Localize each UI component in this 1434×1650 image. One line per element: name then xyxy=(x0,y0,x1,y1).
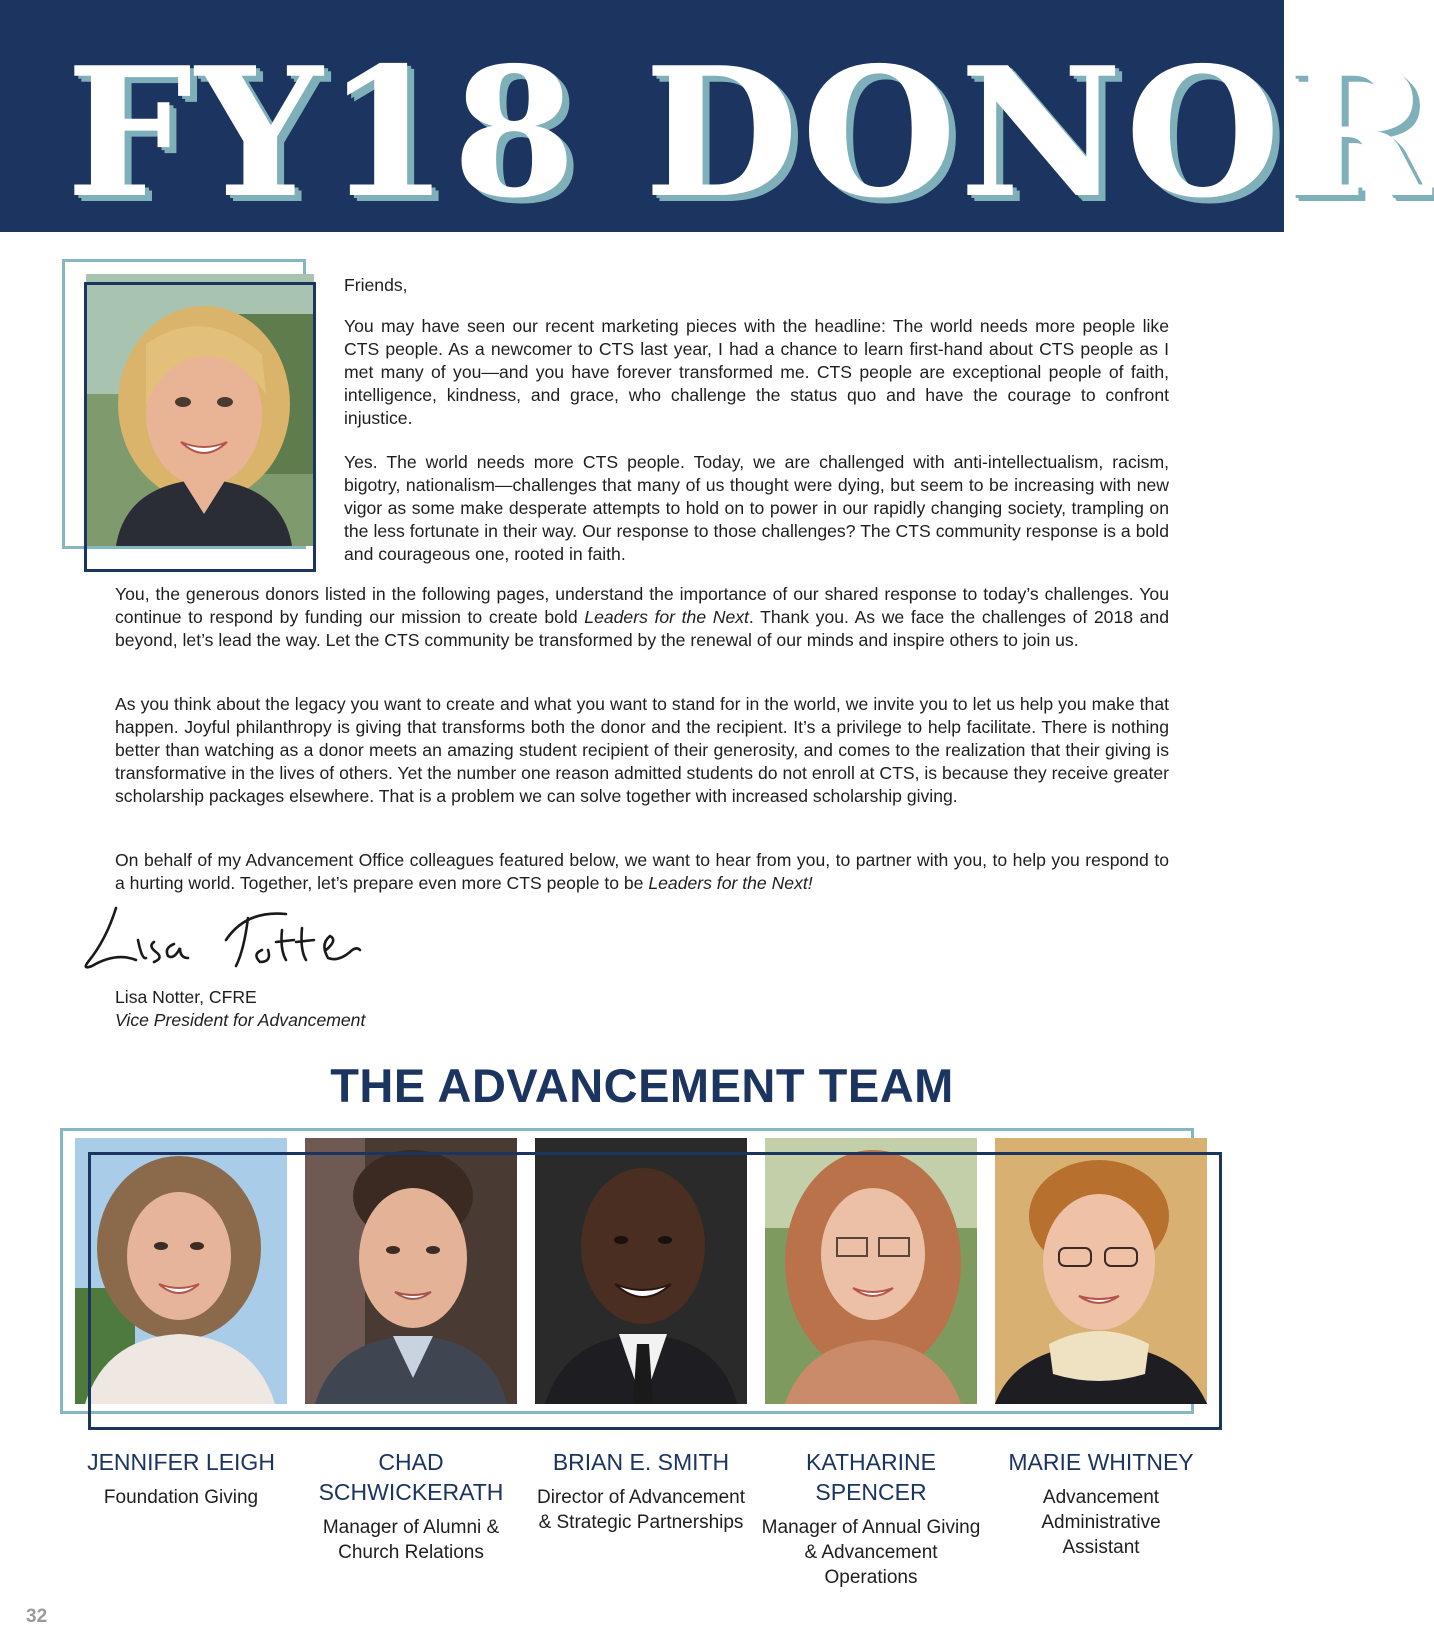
letter-paragraph-1: You may have seen our recent marketing pieces with the headline: The world needs more people like CTS people. As a newcomer to CTS last year, I had a chance to learn first-hand about CTS people as I met many of you—and you have forever transformed me. CTS people are exceptional people of faith, intelligence, kindness, and grace, who challenge the status quo and have the courage to confront injustice. xyxy=(344,316,1169,428)
member-title-katharine-spencer: Manager of Annual Giving & Advancement Operations xyxy=(761,1517,981,1588)
letter-paragraph-5: On behalf of my Advancement Office colleagues featured below, we want to hear from you, to partner with you, to help you respond to a hurting world. Together, let’s prepare even more CTS people to be Leaders for the Next! xyxy=(115,850,1169,893)
page-number: 32 xyxy=(26,1606,48,1627)
member-title-jennifer-leigh: Foundation Giving xyxy=(103,1487,259,1508)
member-title-chad-schwickerath: Manager of Alumni & Church Relations xyxy=(322,1517,500,1563)
handwritten-signature xyxy=(76,900,406,980)
member-name-katharine-spencer: KATHARINE SPENCER xyxy=(806,1449,936,1505)
member-name-chad-schwickerath: CHAD SCHWICKERATH xyxy=(318,1449,504,1505)
member-name-jennifer-leigh: JENNIFER LEIGH xyxy=(87,1449,275,1475)
letter-paragraph-4: As you think about the legacy you want to create and what you want to stand for in the world, we invite you to let us help you make that happen. Joyful philanthropy is giving that transforms both the donor and the recipient. It’s a privilege to help facilitate. There is nothing better than watching as a donor meets an amazing student recipient of their generosity, and comes to the realization that their giving is transformative in the lives of others. Yet the number one reason admitted students do not enroll at CTS, is because they receive greater scholarship packages elsewhere. That is a problem we can solve together with increased scholarship giving. xyxy=(115,694,1169,806)
letter-paragraph-3: You, the generous donors listed in the following pages, understand the importance of our shared response to today’s challenges. You continue to respond by funding our mission to create bold Leaders for the Next. Thank you. As we face the challenges of 2018 and beyond, let’s lead the way. Let the CTS community be transformed by the renewal of our minds and inspire others to join us. xyxy=(115,584,1169,650)
signer-block xyxy=(115,986,365,1032)
member-name-brian-e-smith: BRIAN E. SMITH xyxy=(552,1449,730,1475)
photo-frame-inner xyxy=(84,282,316,572)
member-title-brian-e-smith: Director of Advancement & Strategic Partnerships xyxy=(536,1487,746,1533)
signer-name: Lisa Notter, CFRE xyxy=(115,987,257,1007)
signer-title: Vice President for Advancement xyxy=(115,1010,366,1030)
banner-title: FY18 DONOR xyxy=(66,28,1434,237)
letter-greeting: Friends, xyxy=(344,275,408,295)
member-title-marie-whitney: Advancement Administrative Assistant xyxy=(1041,1487,1161,1558)
member-name-marie-whitney: MARIE WHITNEY xyxy=(1008,1449,1194,1475)
team-heading: THE ADVANCEMENT TEAM xyxy=(330,1059,954,1112)
header-banner xyxy=(0,0,1434,237)
letter-paragraph-2: Yes. The world needs more CTS people. Today, we are challenged with anti-intellectualism, racism, bigotry, nationalism—challenges that many of us thought were dying, but seem to be increasing with new vigor as some make desperate attempts to hold on to power in our rapidly changing society, trampling on the less fortunate in their way. Our response to those challenges? The CTS community response is a bold and courageous one, rooted in faith. xyxy=(344,452,1169,564)
team-frame-inner xyxy=(88,1152,1222,1430)
